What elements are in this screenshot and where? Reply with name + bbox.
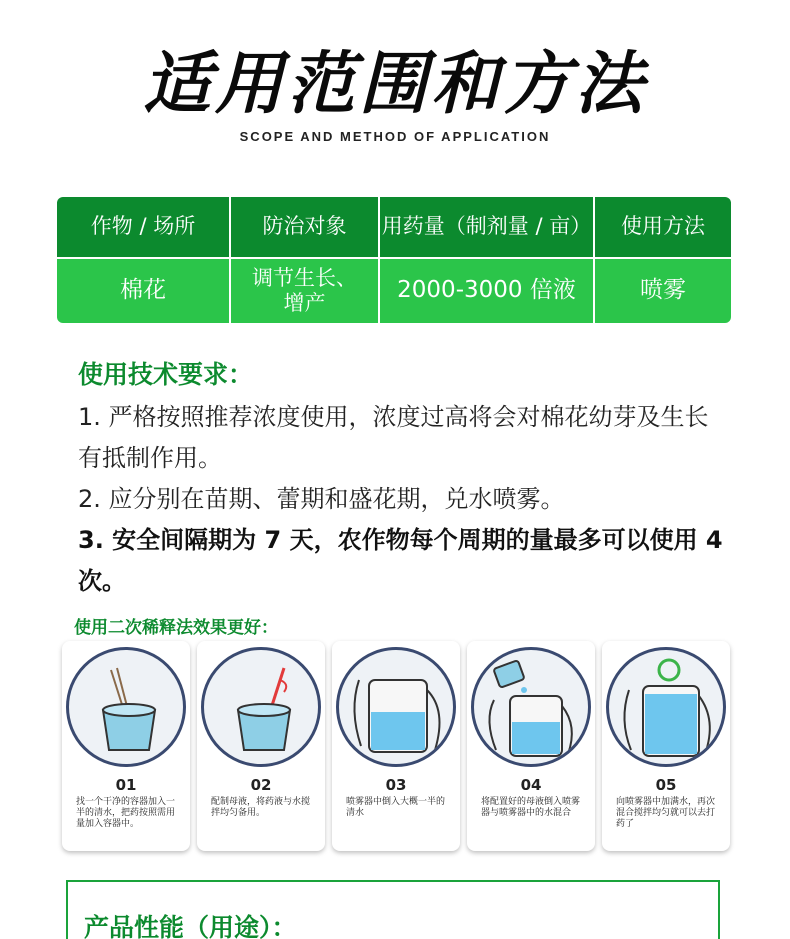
- requirement-item: 2. 应分别在苗期、蕾期和盛花期，兑水喷雾。: [78, 485, 565, 513]
- cell-crop: 棉花: [57, 259, 231, 323]
- bucket-with-sticks-illustration: [66, 647, 186, 767]
- requirement-item: 1. 严格按照推荐浓度使用，浓度过高将会对棉花幼芽及生长有抵制作用。: [78, 403, 709, 472]
- performance-heading: 产品性能（用途）：: [84, 913, 297, 939]
- step-number: 02: [250, 776, 272, 794]
- step-description: 喷雾器中倒入大概一半的清水: [346, 797, 446, 818]
- step-number: 01: [115, 776, 137, 794]
- requirements-list: [78, 397, 728, 602]
- requirements-heading: 使用技术要求：: [78, 360, 254, 389]
- page-title: 适用范围和方法: [142, 45, 647, 124]
- sprayer-half-full-illustration: [336, 647, 456, 767]
- table-row: [57, 257, 731, 323]
- usage-table: [57, 197, 731, 323]
- step-description: 向喷雾器中加满水，再次混合搅拌均匀就可以去打药了: [616, 797, 716, 829]
- step-card: [197, 641, 325, 851]
- step-card: [467, 641, 595, 851]
- step-card: [62, 641, 190, 851]
- step-number: 05: [655, 776, 677, 794]
- cell-dosage: 2000-3000 倍液: [380, 259, 595, 323]
- header-dosage: 用药量（制剂量 / 亩）: [380, 197, 595, 257]
- header-target: 防治对象: [231, 197, 380, 257]
- header-method: 使用方法: [621, 214, 705, 239]
- step-card: [332, 641, 460, 851]
- pouring-mother-liquor-illustration: [471, 647, 591, 767]
- sprayer-full-illustration: [606, 647, 726, 767]
- step-description: 配制母液，将药液与水搅拌均匀备用。: [211, 797, 311, 818]
- cell-target: [231, 259, 380, 323]
- step-description: 将配置好的母液倒入喷雾器与喷雾器中的水混合: [481, 797, 581, 818]
- dilution-heading: 使用二次稀释法效果更好：: [74, 618, 278, 638]
- table-header-row: [57, 197, 731, 257]
- page-subtitle: SCOPE AND METHOD OF APPLICATION: [239, 129, 551, 144]
- dilution-steps: [62, 641, 730, 851]
- header-crop: 作物 / 场所: [57, 197, 231, 257]
- cell-target-text: 调节生长、增产: [252, 265, 357, 315]
- step-description: 找一个干净的容器加入一半的清水，把药按照需用量加入容器中。: [76, 797, 176, 829]
- step-card: [602, 641, 730, 851]
- step-number: 04: [520, 776, 542, 794]
- stirring-bucket-illustration: [201, 647, 321, 767]
- requirement-item: 3. 安全间隔期为 7 天，农作物每个周期的量最多可以使用 4 次。: [78, 526, 723, 595]
- cell-method: 喷雾: [640, 277, 686, 304]
- step-number: 03: [385, 776, 407, 794]
